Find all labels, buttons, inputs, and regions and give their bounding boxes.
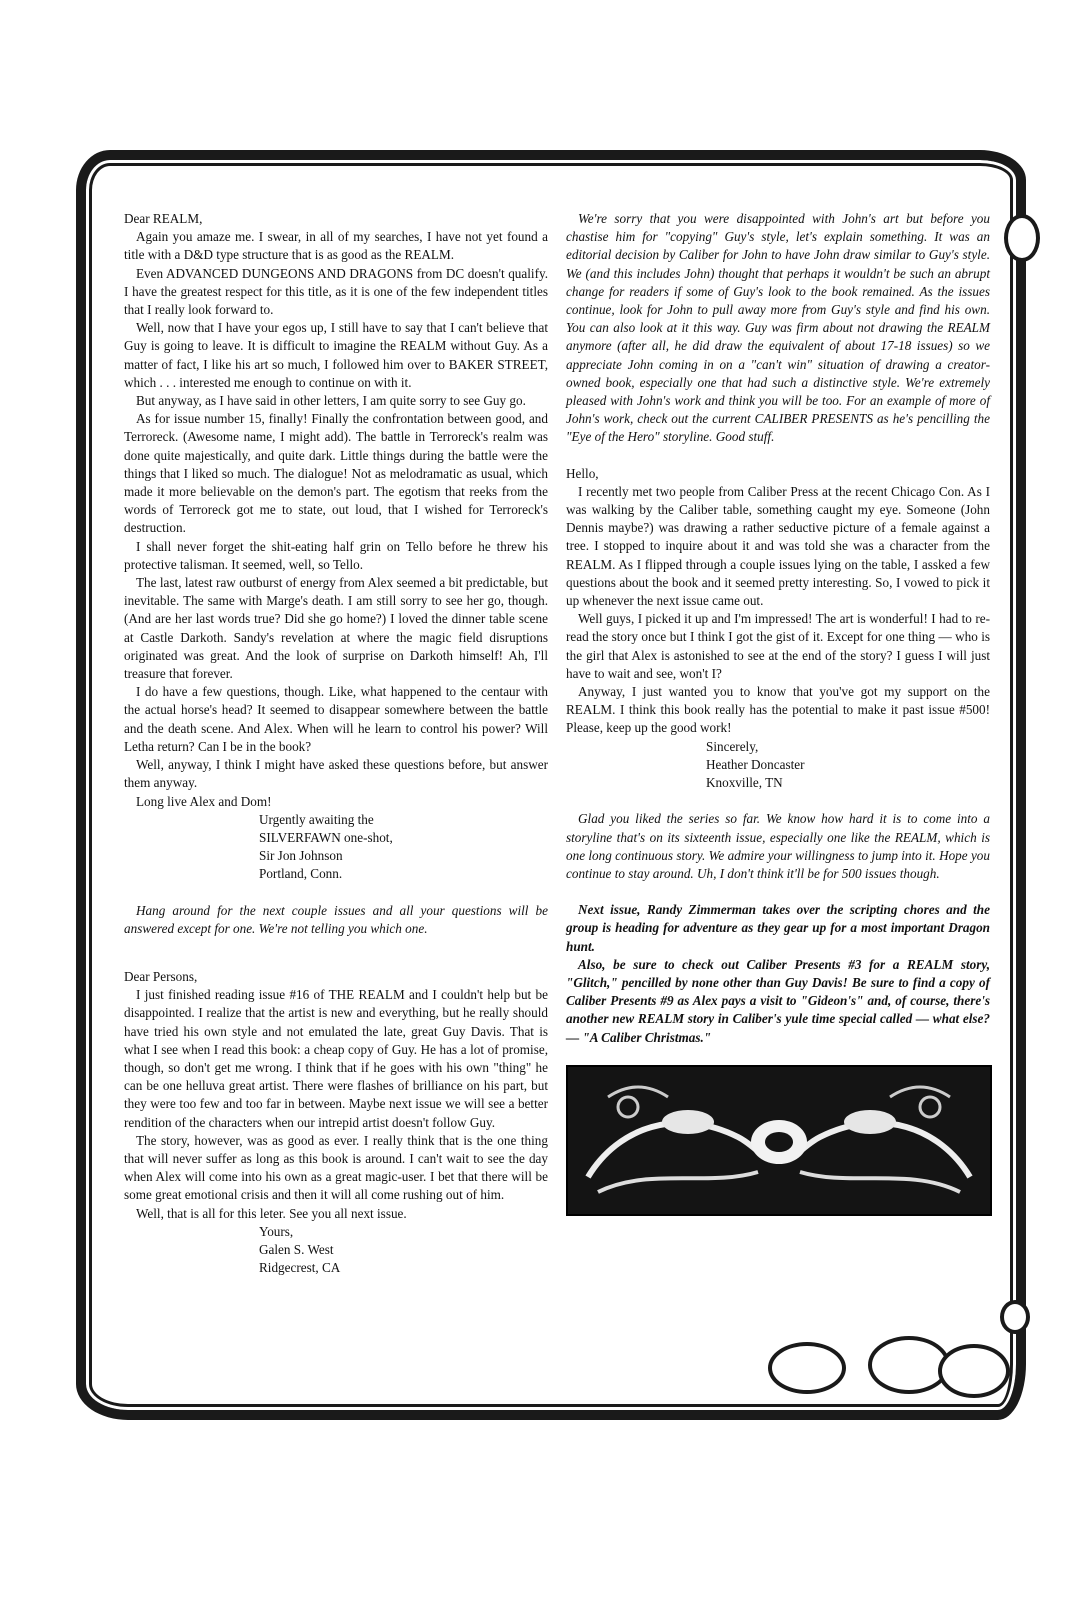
letter-paragraph: Well, that is all for this leter. See you all next issue.	[136, 1205, 407, 1221]
letter-salutation: Dear Persons,	[124, 968, 198, 984]
left-column	[124, 210, 548, 1277]
letter-paragraph: I recently met two people from Caliber Press at the recent Chicago Con. As I was walking by the Caliber table, something caught my eye. Someone (John Dennis maybe?) was drawing a rather seductive picture of a female against a tree. I stopped to inquire about it and was told she was a character from the REALM. As I flipped through a couple issues lying on the table, I assked a few questions about the book and it seemed pretty interesting. So, I vowed to pick it up whenever the next issue came out.	[566, 483, 990, 609]
editor-reply: Hang around for the next couple issues and all your questions will be answered except for one. We're not telling you which one.	[124, 902, 548, 936]
letter-paragraph: Again you amaze me. I swear, in all of my searches, I have not yet found a title with a D&D type structure that is as good as the REALM.	[124, 229, 548, 263]
letter-paragraph: The story, however, was as good as ever. I really think that is the one thing that will never suffer as long as this book is around. I can't wait to see the day when Alex will come into his own as a great magic-user. I bet that there will be some great emotional crisis and then it will all come rushing out of him.	[124, 1132, 548, 1203]
signoff-location: Portland, Conn.	[259, 866, 343, 882]
signoff-name: Sir Jon Johnson	[259, 848, 343, 864]
signoff-location: Ridgecrest, CA	[259, 1260, 341, 1276]
announcement: Next issue, Randy Zimmerman takes over the scripting chores and the group is heading for adventure as they gear up for a most important Dragon hunt.	[566, 902, 990, 954]
signoff-line: Yours,	[259, 1223, 294, 1239]
editor-reply: Glad you liked the series so far. We know how hard it is to come into a storyline that's on its sixteenth issue, especially one like the REALM, which is one long continuous story. We admire your willingness to jump into it. Hope you continue to stay around. Uh, I don't think it'll be for 500 issues though.	[566, 811, 990, 881]
letter-paragraph: Well guys, I picked it up and I'm impressed! The art is wonderful! I had to re-read the story once but I think I got the gist of it. Except for one thing — who is the girl that Alex is astonished to see at the end of the story? I guess I will just have to wait and see, won't I?	[566, 611, 990, 681]
dragon-illustration-art	[568, 1067, 990, 1214]
letter-salutation: Dear REALM,	[124, 211, 203, 226]
announcement: Also, be sure to check out Caliber Presents #3 for a REALM story, "Glitch," pencilled by none other than Guy Davis! Be sure to find a copy of Caliber Presents #9 as Alex pays a visit to "Gideon's" and, of course, there's another new REALM story in Caliber's yule time special called — what else? — "A Caliber Christmas."	[566, 956, 990, 1045]
right-column	[566, 210, 990, 1216]
letter-paragraph: Well, now that I have your egos up, I still have to say that I can't believe that Guy is going to leave. It is difficult to imagine the REALM without Guy. As a matter of fact, I like his art so much, I followed him over to BAKER STREET, which . . . interested me enough to continue on with it.	[124, 320, 548, 390]
border-ornament	[1004, 214, 1040, 262]
letter-salutation: Hello,	[566, 465, 599, 481]
signoff-name: Heather Doncaster	[706, 756, 805, 772]
border-ornament	[1000, 1300, 1030, 1334]
signoff-name: Galen S. West	[259, 1241, 334, 1257]
letter-paragraph: Anyway, I just wanted you to know that you've got my support on the REALM. I think this book really has the potential to make it past issue #500! Please, keep up the good work!	[566, 684, 990, 736]
border-ornament	[938, 1344, 1010, 1398]
editor-reply: We're sorry that you were disappointed with John's art but before you chastise him for "copying" Guy's style, let's explain something. It was an editorial decision by Caliber for John to have John draw similar to Guy's style. We (and this includes John) thought that perhaps it wouldn't be such an abrupt change for readers if some of Guy's look to the book remained. As the issues continue, look for John to pull away more from Guy's style and find his own. You can also look at it this way. Guy was firm about not drawing the REALM anymore (after all, he did draw the equivalent of about 17-18 issues) so we appreciate John coming in on a "can't win" situation of drawing a creator-owned book, especially one that had such a distinctive style. We're extremely pleased with John's work and think you will be too. For an example of more of John's work, check out the current CALIBER PRESENTS as he's pencilling the "Eye of the Hero" storyline. Good stuff.	[566, 211, 990, 445]
signoff-line: Urgently awaiting the	[259, 811, 374, 827]
letter-paragraph: The last, latest raw outburst of energy from Alex seemed a bit predictable, but inevitable. The same with Marge's death. I am still sorry to see her go, though. (And are her last words true? Did she go home?) I loved the dinner table scene at Castle Darkoth. Sandy's revelation at where the magic field disruptions originated was great. And the look of surprise on Darkoth himself! Ah, I'll treasure that forever.	[124, 575, 548, 682]
signoff-line: Sincerely,	[706, 738, 759, 754]
letter-paragraph: I do have a few questions, though. Like, what happened to the centaur with the actual horse's head? It seemed to disappear somewhere between the battle and the death scene. And Alex. When will he learn to control his power? Will Letha return? Can I be in the book?	[124, 684, 548, 754]
letter-paragraph: Even ADVANCED DUNGEONS AND DRAGONS from DC doesn't qualify. I have the greatest respect for this title, as it is one of the few independent titles that I really look forward to.	[124, 265, 548, 318]
border-ornament	[768, 1342, 846, 1394]
signoff-line: SILVERFAWN one-shot,	[259, 829, 393, 845]
signoff-location: Knoxville, TN	[706, 775, 783, 791]
letter-paragraph: Well, anyway, I think I might have asked these questions before, but answer them anyway.	[124, 757, 548, 791]
letter-paragraph: Long live Alex and Dom!	[136, 793, 272, 809]
dragon-illustration	[566, 1065, 992, 1216]
letter-paragraph: But anyway, as I have said in other letters, I am quite sorry to see Guy go.	[136, 393, 526, 409]
letter-paragraph: I shall never forget the shit-eating half grin on Tello before he threw his protective talisman. It seemed, well, so Tello.	[124, 538, 548, 572]
letter-paragraph: As for issue number 15, finally! Finally the confrontation between good, and Terroreck. (Awesome name, I might add). The battle in Terroreck's realm was done quite majestically, and quite dark. Little things during the battle were the things that I liked so much. The dialogue! Not as melodramatic as usual, which made it more believable on the demon's part. The egotism that reeks from the words of Terroreck got me to state, out loud, that I wished for Terroreck's destruction.	[124, 411, 548, 536]
letter-paragraph: I just finished reading issue #16 of THE REALM and I couldn't help but be disappointed. I realize that the artist is new and everything, but he really should have tried his own style and not emulated the late, great Guy Davis. That is what I see when I read this book: a cheap copy of Guy. He has a lot of promise, though, so don't get me wrong. I think that if he goes with his own "thing" he can be one helluva great artist. There were flashes of brilliance on his part, but they were too few and too far in between. Maybe next issue we will see a better rendition of the characters when our intrepid artist doesn't follow Guy.	[124, 987, 548, 1130]
